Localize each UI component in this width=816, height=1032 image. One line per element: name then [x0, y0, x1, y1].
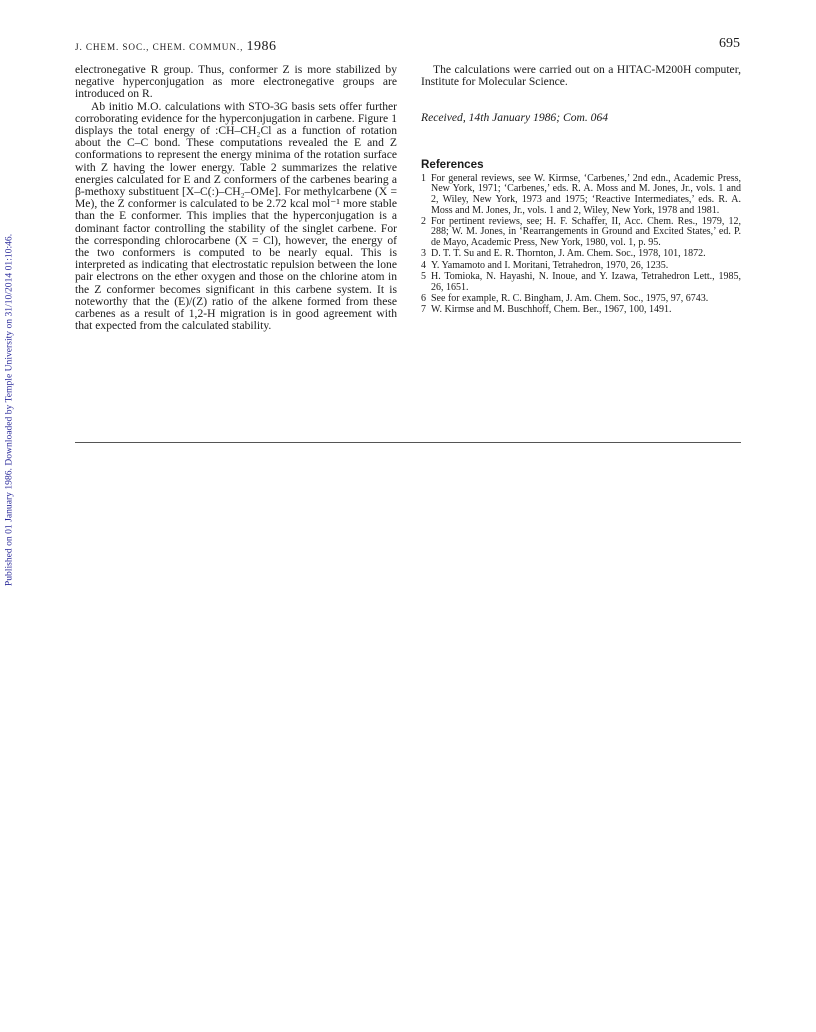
- footer-rule: [75, 442, 741, 443]
- reference-text: H. Tomioka, N. Hayashi, N. Inoue, and Y. Izawa, Tetrahedron Lett., 1985, 26, 1651.: [431, 270, 741, 293]
- received-date: Received, 14th January 1986; Com. 064: [421, 111, 609, 125]
- journal-year: 1986: [246, 39, 277, 54]
- journal-name: J. CHEM. SOC., CHEM. COMMUN.,: [75, 42, 244, 52]
- reference-text: For general reviews, see W. Kirmse, ‘Carbenes,’ 2nd edn., Academic Press, New York, 1971; ‘Carbenes,’ eds. R. A. Moss and M. Jones, Jr., vols. 1 and 2, Wiley, New York, 1973 and 1975; ‘Reactive Intermediates,’ eds. R. A. Moss and M. Jones, Jr., vols. 1 and 2, Wiley, New York, 1978 and 1981.: [431, 172, 741, 216]
- right-column: [421, 64, 741, 316]
- journal-citation: [75, 39, 276, 55]
- reference-item: [421, 272, 741, 293]
- reference-number: 3: [421, 248, 426, 260]
- reference-item: [421, 249, 741, 260]
- reference-text: For pertinent reviews, see; H. F. Schaffer, II, Acc. Chem. Res., 1979, 12, 288; W. M. Jones, in ‘Rearrangements in Ground and Excited States,’ ed. P. de Mayo, Academic Press, New York, 1980, vol. 1, p. 95.: [431, 215, 741, 249]
- reference-number: 6: [421, 292, 426, 304]
- references-list: [421, 174, 741, 316]
- reference-item: [421, 217, 741, 249]
- references-heading: References: [421, 157, 484, 171]
- reference-item: [421, 261, 741, 272]
- reference-number: 5: [421, 270, 426, 282]
- reference-item: [421, 294, 741, 305]
- reference-item: [421, 305, 741, 316]
- page-number: 695: [719, 36, 740, 51]
- left-column: [75, 64, 397, 332]
- page-header: [75, 36, 740, 52]
- download-stamp: [0, 190, 21, 630]
- reference-number: 1: [421, 172, 426, 184]
- reference-number: 4: [421, 259, 426, 271]
- calculation-note: The calculations were carried out on a HITAC-M200H computer, Institute for Molecular Science.: [421, 63, 741, 89]
- reference-text: Y. Yamamoto and I. Moritani, Tetrahedron, 1970, 26, 1235.: [431, 259, 669, 271]
- body-paragraph-1: electronegative R group. Thus, conformer Z is more stabilized by negative hyperconjugation as more electronegative groups are introduced on R.: [75, 63, 397, 101]
- reference-text: W. Kirmse and M. Buschhoff, Chem. Ber., 1967, 100, 1491.: [431, 304, 672, 316]
- reference-text: D. T. T. Su and E. R. Thornton, J. Am. Chem. Soc., 1978, 101, 1872.: [431, 248, 706, 260]
- reference-number: 7: [421, 304, 426, 316]
- body-paragraph-2: Ab initio M.O. calculations with STO-3G basis sets offer further corroborating evidence for the hyperconjugation in carbene. Figure 1 displays the total energy of :CH–CH₂Cl as a function of rotation about the C–C bond. These computations revealed the E and Z conformations to represent the energy minima of the rotation surface with Z having the lower energy. Table 2 summarizes the relative energies calculated for E and Z conformers of the carbenes bearing a β-methoxy substituent [X–C(:)–CH₂–OMe]. For methylcarbene (X = Me), the Z conformer is calculated to be 2.72 kcal mol⁻¹ more stable than the E conformer. This implies that the hyperconjugation is a dominant factor controlling the stability of the singlet carbene. For the corresponding chlorocarbene (X = Cl), however, the energy of the two conformers is computed to be nearly equal. This is interpreted as indicating that electrostatic repulsion between the lone pair electrons on the ether oxygen and those on the chlorine atom in the Z conformer becomes significant in this carbene system. It is noteworthy that the (E)/(Z) ratio of the alkene formed from these carbenes as a result of 1,2-H migration is in good agreement with that expected from the calculated stability.: [75, 99, 397, 333]
- reference-item: [421, 174, 741, 216]
- reference-text: See for example, R. C. Bingham, J. Am. Chem. Soc., 1975, 97, 6743.: [431, 292, 709, 304]
- reference-number: 2: [421, 215, 426, 227]
- download-stamp-text: Published on 01 January 1986. Downloaded by Temple University on 31/10/2014 01:10:46.: [3, 233, 15, 587]
